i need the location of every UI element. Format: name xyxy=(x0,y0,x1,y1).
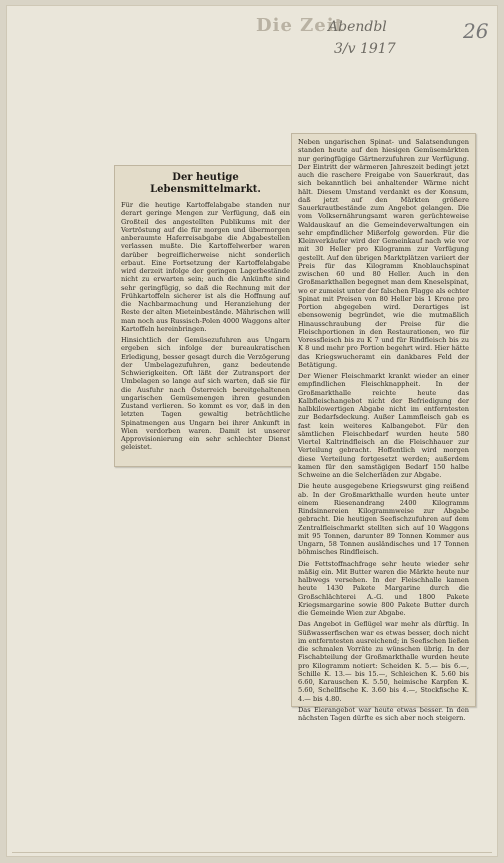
handwritten-edition-note: Abendbl xyxy=(328,19,387,35)
handwritten-date: 3/v 1917 xyxy=(334,41,396,57)
sheet-bottom-edge xyxy=(12,852,492,853)
article-paragraph: Das Angebot in Geflügel war mehr als dürftig. In Süßwasserfischen war es etwas besser, doch nicht im entferntesten ausreichend; in Seefischen ließen die schmalen Vorräte zu wünschen übrig. In der Fischabteilung der Großmarkthalle wurden heute pro Kilogramm notiert: Scheiden K. 5.— bis 6.—, Schille K. 13.— bis 15.—, Schleichen K. 5.60 bis 6.60, Karauschen K. 5.50, heimische Karpfen K. 5.60, Schellfische K. 3.60 bis 4.—, Stockfische K. 4.— bis 4.80. xyxy=(298,620,469,703)
handwritten-page-number: 26 xyxy=(463,19,489,43)
article-paragraph: Das Eierangebot war heute etwas besser. In den nächsten Tagen dürfte es sich aber noch steigern. xyxy=(298,705,469,722)
article-title: Der heutige Lebensmittelmarkt. xyxy=(150,172,261,195)
newspaper-masthead: Die Zeit xyxy=(256,15,344,36)
article-paragraph: Die Fettstoffnachfrage sehr heute wieder sehr mäßig ein. Mit Butter waren die Märkte heute nur halbwegs versehen. In der Fleischhalle kamen heute 1430 Pakete Margarine durch die Großschlächterei A.-G. und 1800 Pakete Kriegsmargarine sowie 800 Pakete Butter durch die Gemeinde Wien zur Abgabe. xyxy=(298,559,469,617)
article-paragraph: Die heute ausgegebene Kriegswurst ging reißend ab. In der Großmarkthalle wurden heute unter einem Riesenandrang 2400 Kilogramm Rindsinnereien Kilogrammweise zur Abgabe gebracht. Die heutigen Seefischzufuhren auf dem Zentralfleischmarkt stellten sich auf 10 Waggons mit 95 Tonnen, darunter 89 Tonnen Kommer aus Ungarn, 58 Tonnen ausländisches und 17 Tonnen böhmisches Rindfleisch. xyxy=(298,482,469,557)
article-paragraph: Für die heutige Kartoffelabgabe standen nur derart geringe Mengen zur Verfügung, daß ein Großteil des angestellten Publikums mit der Vertröstung auf die für morgen und übermorgen anberaumte Haferreisabgabe die Abgabestellen verlassen mußte. Die Kartoffelwerber waren darüber begreiflicherweise nicht sonderlich erbaut. Eine Fortsetzung der Kartoffelabgabe wird derzeit infolge der geringen Lagerbestände nicht zu erwarten sein; auch die Ankünfte sind sehr geringfügig, so daß die Rechnung mit der Frühkartoffeln sicherer ist als die Hoffnung auf die Nachbarmachung und Heranziehung der Reste der alten Mieteinbestände. Mährischen will man noch aus Russisch-Polen 4000 Waggons alter Kartoffeln hereinbringen. xyxy=(121,201,290,333)
left-newspaper-clipping xyxy=(114,165,297,467)
article-paragraph: Neben ungarischen Spinat- und Salatsendungen standen heute auf den hiesigen Gemüsemärkten nur geringfügige Gärtnerzufuhren zur Verfügung. Der Eintritt der wärmeren Jahreszeit bedingt jetzt auch die raschere Freigabe von Sauerkraut, das sich bekanntlich bei anhaltender Wärme nicht hält. Diesem Umstand verdankt es der Konsum, daß jetzt auf den Märkten größere Sauerkrautbestände zum Angebot gelangen. Die vom Volksernährungsamt waren gerüchteweise Waldauskauf an die Gemeindeverwaltungen ein sehr empfindlicher Mißerfolg geworden. Für die Kleinverkäufer wird der Gemeinkauf nach wie vor mit 30 Heller pro Kilogramm zur Verfügung gestellt. Auf den übrigen Marktplätzen variiert der Preis für das Kilogramm Knoblauchspinat zwischen 60 und 80 Heller. Auch in den Großmarkthallen begegnet man dem Kneselspinat, wo er zumeist unter der falschen Flagge als echter Spinat mit Preisen von 80 Heller bis 1 Krone pro Portion abgegeben wird. Derartiges ist ebensowenig begründet, wie die mutmaßlich Hinausschraubung der Preise für die Fleischportionen in den Restaurationen, wo für Voressfleisch bis zu K 7 und für Rindfleisch bis zu K 8 und mehr pro Portion begehrt wird. Hier hätte das Kriegswucheramt ein dankbares Feld der Betätigung. xyxy=(298,138,469,369)
right-newspaper-clipping xyxy=(291,133,476,722)
article-paragraph: Hinsichtlich der Gemüsezufuhren aus Ungarn ergeben sich infolge der bureaukratischen Erledigung, besser gesagt durch die Verzögerung der Umbelagezufuhren, ganz bedeutende Schwierigkeiten. Oft läßt der Zutransport der Umbelagen so lange auf sich warten, daß sie für die Ausfuhr nach Österreich bereitgehaltenen ungarischen Gemüsemengen ihren gesunden Zustand verlieren. So kommt es vor, daß in den letzten Tagen gewaltig beträchtliche Spinatmengen aus Ungarn bei ihrer Ankunft in Wien verdorben waren. Damit ist unserer Approvisionierung ein sehr schlechter Dienst geleistet. xyxy=(121,336,290,452)
archive-sheet xyxy=(6,5,498,857)
article-paragraph: Der Wiener Fleischmarkt krankt wieder an einer empfindlichen Fleischknappheit. In der Großmarkthalle reichte heute das Kalbfleischangebot nicht der Befriedigung der halbkilowertigen Abgabe nicht im entferntesten zur Bedarfsdeckung. Außer Lammfleisch gab es fast kein weiteres Kalbangebot. Für den sämtlichen Fleischbedarf wurden heute 580 Viertel Kaltrindfleisch an die Fleischhauer zur Verteilung gebracht. Hoffentlich wird morgen diese Verteilung fortgesetzt werden; außerdem kamen für den samstägigen Bedarf 150 halbe Schweine an die Selcherläden zur Abgabe. xyxy=(298,372,469,479)
